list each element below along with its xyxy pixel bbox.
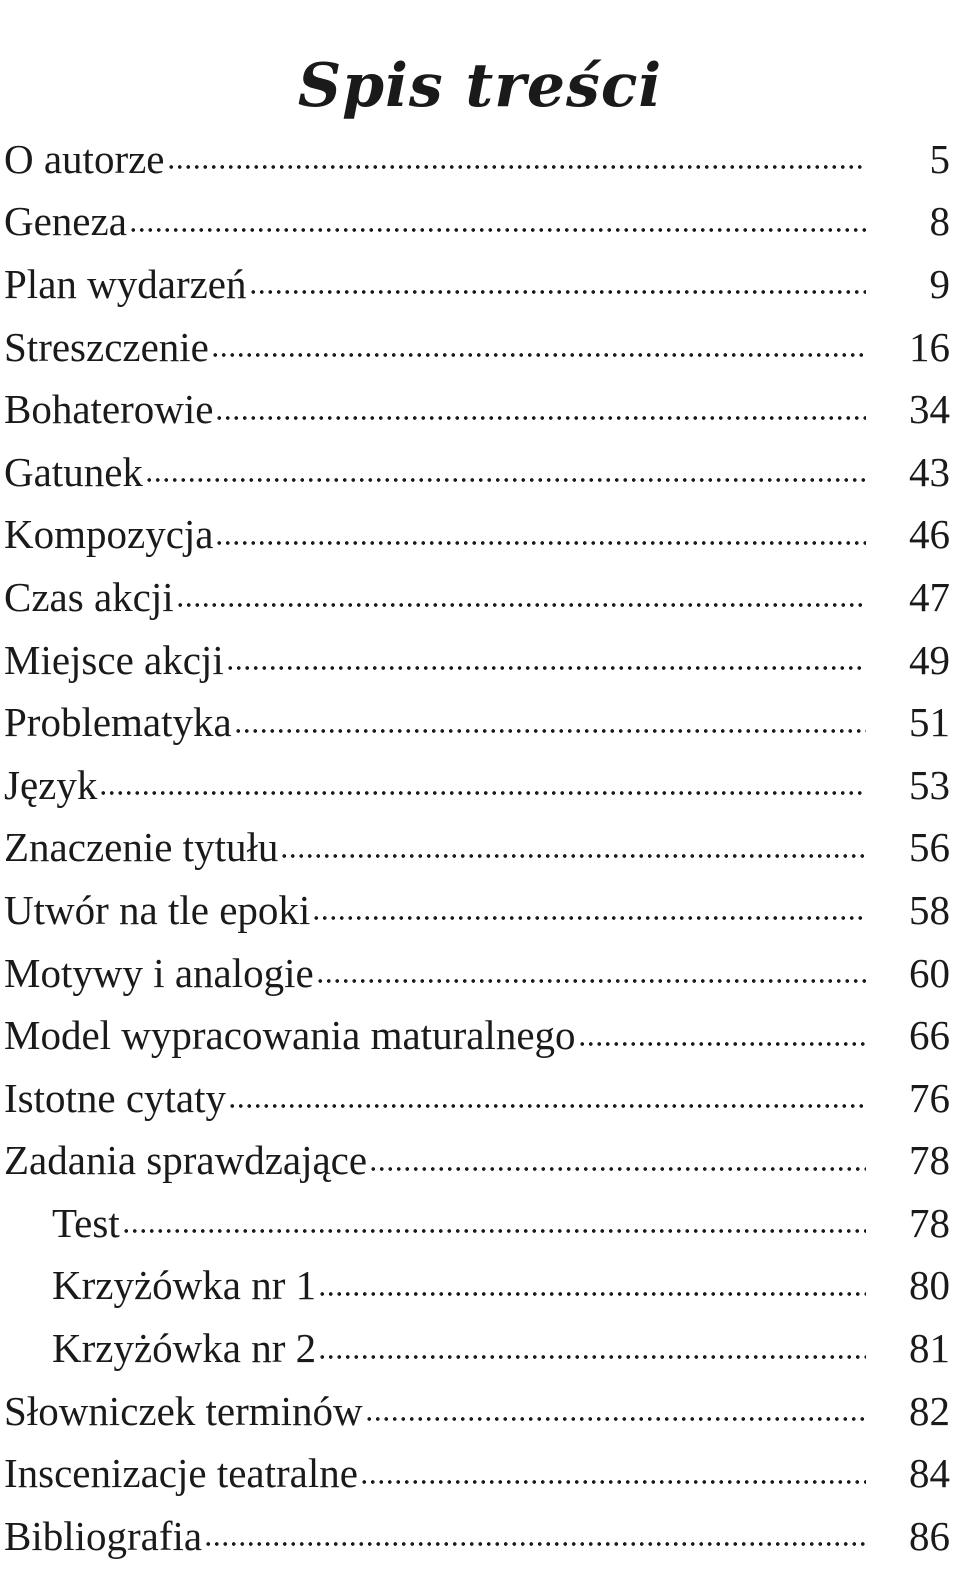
toc-entry-page: 51 <box>909 699 950 746</box>
dot-leader <box>145 475 866 485</box>
toc-entry <box>0 817 960 880</box>
dot-leader <box>318 1289 866 1299</box>
dot-leader <box>215 538 866 548</box>
dot-leader <box>215 413 866 423</box>
dot-leader <box>167 162 867 172</box>
toc-entry-page: 49 <box>909 636 950 683</box>
toc-entry-page: 81 <box>909 1325 950 1372</box>
dot-leader <box>204 1539 866 1549</box>
page-title: Spis treści <box>297 51 663 122</box>
dot-leader <box>280 851 866 861</box>
toc-entry-page: 78 <box>909 1137 950 1184</box>
toc-entry-label: Test <box>0 1203 122 1244</box>
toc-entry-page: 82 <box>909 1387 950 1434</box>
toc-entry-label: Bohaterowie <box>0 389 215 430</box>
toc-entry <box>0 191 960 254</box>
dot-leader <box>318 1352 866 1362</box>
toc-entry <box>0 253 960 316</box>
toc-entry-label: Język <box>0 765 99 806</box>
dot-leader <box>365 1414 866 1424</box>
toc-entry-page: 56 <box>909 824 950 871</box>
toc-entry-page: 47 <box>909 573 950 620</box>
toc-entry <box>0 316 960 379</box>
dot-leader <box>360 1477 866 1487</box>
toc-entry-label: Miejsce akcji <box>0 640 226 681</box>
dot-leader <box>226 663 866 673</box>
toc-entry <box>0 441 960 504</box>
toc-entry-label: Krzyżówka nr 2 <box>0 1328 318 1369</box>
toc-entry-page: 8 <box>929 198 950 245</box>
toc-entry <box>0 942 960 1005</box>
toc-entry <box>0 378 960 441</box>
toc-entry-label: Motywy i analogie <box>0 953 316 994</box>
toc-entry-label: Znaczenie tytułu <box>0 827 280 868</box>
dot-leader <box>316 976 866 986</box>
toc-entry-page: 84 <box>909 1450 950 1497</box>
toc-entry-label: Gatunek <box>0 452 145 493</box>
dot-leader <box>122 1226 866 1236</box>
toc-entry <box>0 1067 960 1130</box>
toc-entry-label: Problematyka <box>0 702 234 743</box>
toc-entry-label: Istotne cytaty <box>0 1078 228 1119</box>
toc-entry-label: Krzyżówka nr 1 <box>0 1265 318 1306</box>
toc-subentry <box>0 1192 960 1255</box>
dot-leader <box>312 913 866 923</box>
toc-entry-page: 76 <box>909 1074 950 1121</box>
toc-entry-page: 66 <box>909 1012 950 1059</box>
dot-leader <box>369 1164 866 1174</box>
toc-entry-page: 60 <box>909 949 950 996</box>
dot-leader <box>129 225 866 235</box>
toc-entry-page: 16 <box>909 323 950 370</box>
toc-subentry <box>0 1255 960 1318</box>
toc-entry <box>0 1004 960 1067</box>
toc-entry <box>0 1130 960 1193</box>
toc-entry-page: 53 <box>909 761 950 808</box>
toc-entry <box>0 1442 960 1505</box>
toc-entry-page: 43 <box>909 448 950 495</box>
toc-entry-page: 34 <box>909 386 950 433</box>
table-of-contents <box>0 128 960 1568</box>
dot-leader <box>176 600 866 610</box>
toc-entry-label: Plan wydarzeń <box>0 264 249 305</box>
toc-entry-page: 80 <box>909 1262 950 1309</box>
toc-entry-label: Inscenizacje teatralne <box>0 1453 360 1494</box>
toc-subentry <box>0 1317 960 1380</box>
toc-entry-label: Bibliografia <box>0 1516 204 1557</box>
toc-entry-label: Model wypracowania maturalnego <box>0 1015 578 1056</box>
toc-entry <box>0 1505 960 1568</box>
toc-entry-page: 86 <box>909 1512 950 1559</box>
toc-entry <box>0 1380 960 1443</box>
toc-entry-label: Utwór na tle epoki <box>0 890 312 931</box>
toc-entry-label: Streszczenie <box>0 327 211 368</box>
toc-entry-label: Słowniczek terminów <box>0 1391 365 1432</box>
toc-entry-page: 78 <box>909 1199 950 1246</box>
toc-entry <box>0 566 960 629</box>
toc-entry-page: 46 <box>909 511 950 558</box>
dot-leader <box>99 788 866 798</box>
toc-entry-label: O autorze <box>0 139 167 180</box>
toc-entry-label: Zadania sprawdzające <box>0 1140 369 1181</box>
toc-entry <box>0 504 960 567</box>
dot-leader <box>211 350 866 360</box>
toc-entry-label: Geneza <box>0 201 129 242</box>
toc-entry <box>0 879 960 942</box>
dot-leader <box>578 1039 866 1049</box>
toc-entry <box>0 691 960 754</box>
toc-entry-label: Czas akcji <box>0 577 176 618</box>
dot-leader <box>228 1101 866 1111</box>
toc-entry-page: 58 <box>909 886 950 933</box>
toc-entry-label: Kompozycja <box>0 514 215 555</box>
toc-entry-page: 9 <box>929 260 950 307</box>
toc-entry-page: 5 <box>929 135 950 182</box>
dot-leader <box>234 726 866 736</box>
toc-entry <box>0 629 960 692</box>
toc-entry <box>0 754 960 817</box>
dot-leader <box>249 287 867 297</box>
toc-entry <box>0 128 960 191</box>
